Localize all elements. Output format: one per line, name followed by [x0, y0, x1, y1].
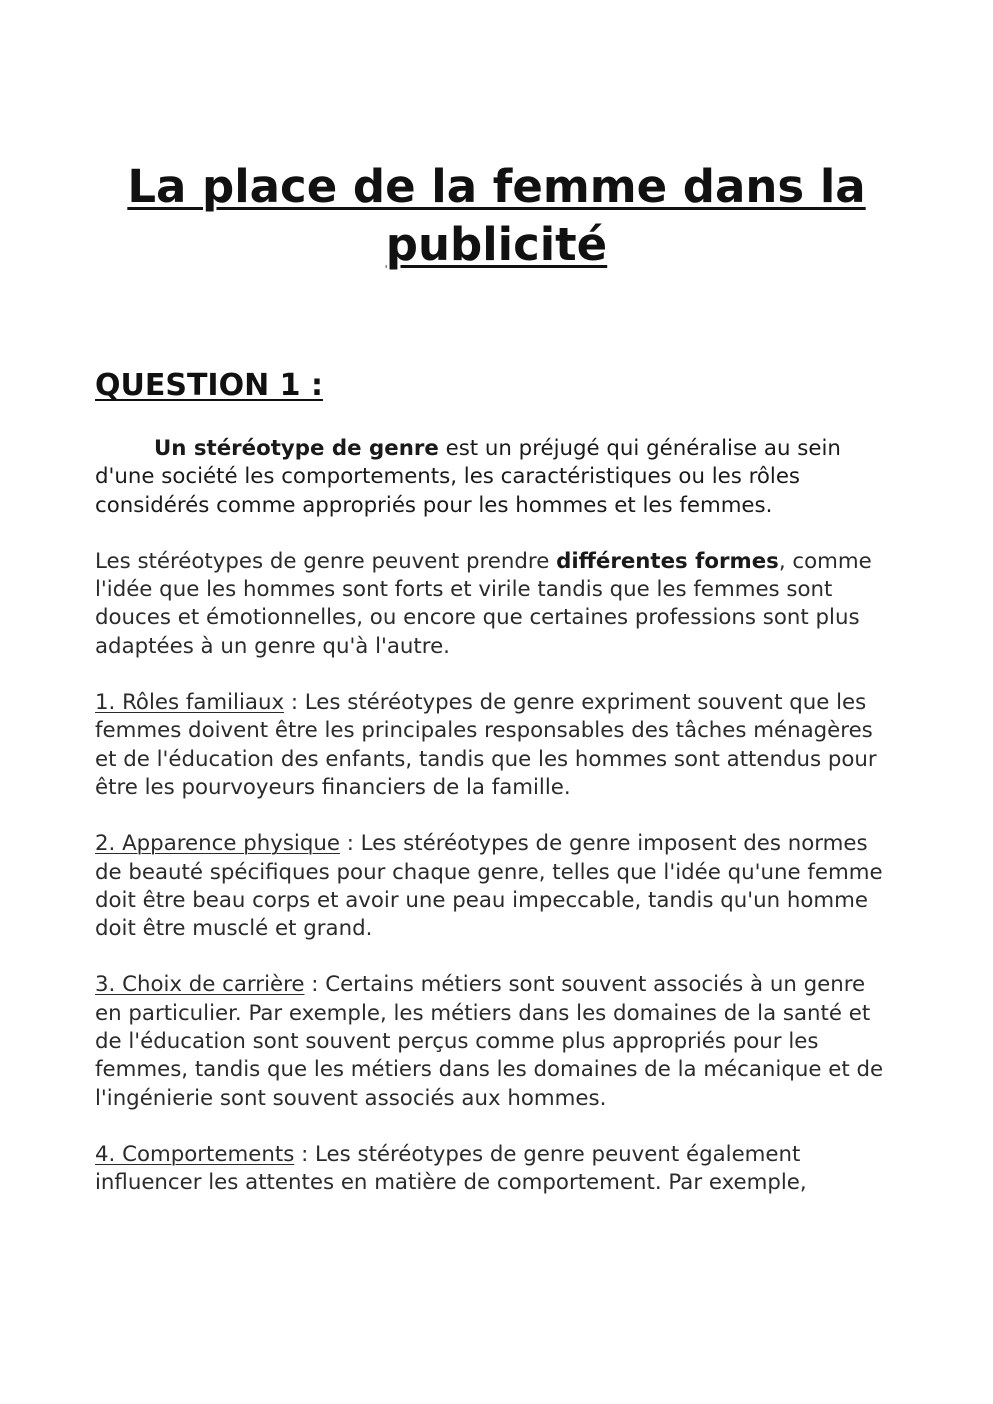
forms-paragraph [95, 548, 895, 661]
document-title: La place de la femme dans la publicité [127, 160, 866, 271]
item-text: : Les stéréotypes de genre peuvent également influencer les attentes en matière de comportement. Par exemple, [95, 1141, 807, 1196]
item-label: 3. Choix de carrière [95, 972, 305, 998]
question-heading: QUESTION 1 : [95, 368, 323, 403]
definition-text: est un préjugé qui généralise au sein d'une société les comportements, les caractéristiques ou les rôles considérés comme appropriés pour les hommes et les femmes. [95, 436, 841, 518]
item-label: 4. Comportements [95, 1141, 295, 1167]
forms-bold-phrase: différentes formes [556, 548, 779, 574]
list-item-career-choice [95, 971, 895, 1112]
item-label: 1. Rôles familiaux [95, 690, 285, 716]
forms-text-before: Les stéréotypes de genre peuvent prendre [95, 548, 557, 574]
item-text: : Les stéréotypes de genre expriment souvent que les femmes doivent être les principales responsables des tâches ménagères et de l'éducation des enfants, tandis que les hommes sont attendus pour être les pourvoyeurs financiers de la famille. [95, 690, 877, 800]
list-item-behaviours [95, 1141, 895, 1198]
forms-text-after: , comme l'idée que les hommes sont forts et virile tandis que les femmes sont douces et émotionnelles, ou encore que certaines professions sont plus adaptées à un genre qu'à l'autre. [95, 548, 872, 659]
definition-paragraph [95, 435, 895, 520]
item-text: : Certains métiers sont souvent associés à un genre en particulier. Par exemple, les métiers dans les domaines de la santé et de l'éducation sont souvent perçus comme plus appropriés pour les femmes, tandis que les métiers dans les domaines de la mécanique et de l'ingénierie sont souvent associés aux hommes. [95, 972, 884, 1111]
item-text: : Les stéréotypes de genre imposent des normes de beauté spécifiques pour chaque genre, telles que l'idée qu'une femme doit être beau corps et avoir une peau impeccable, tandis qu'un homme doit être musclé et grand. [95, 831, 883, 942]
document-body [95, 435, 895, 1226]
list-item-family-roles [95, 689, 895, 802]
definition-term: Un stéréotype de genre [154, 436, 439, 461]
list-item-physical-appearance [95, 830, 895, 943]
item-label: 2. Apparence physique [95, 831, 340, 857]
